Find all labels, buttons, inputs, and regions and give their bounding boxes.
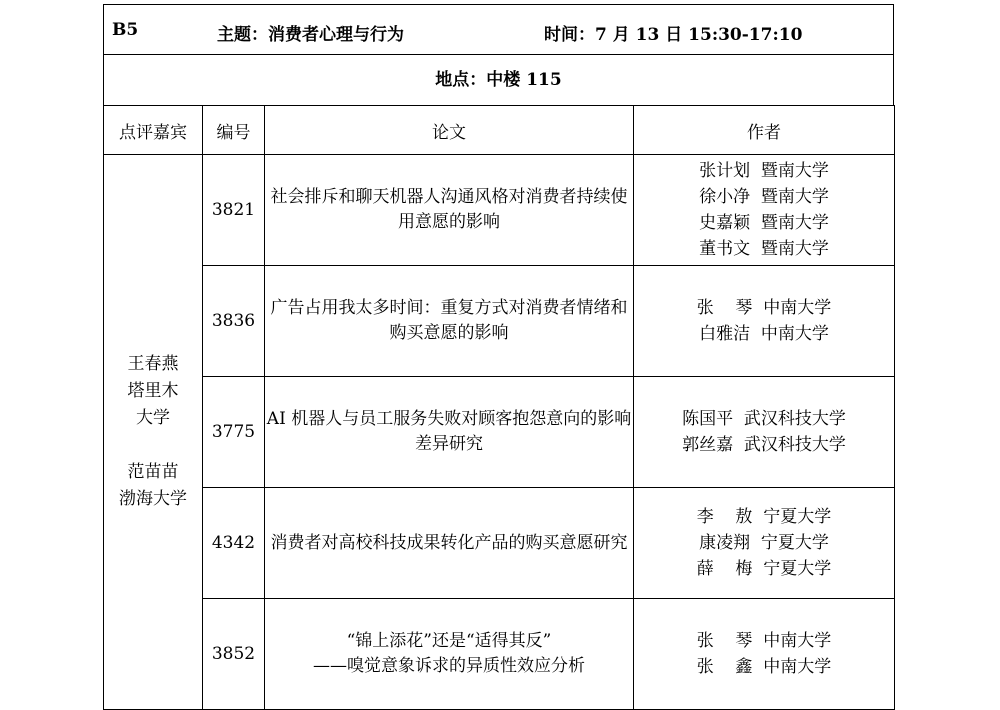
session-topic: 主题：消费者心理与行为 bbox=[217, 25, 404, 45]
paper-title: 广告占用我太多时间：重复方式对消费者情绪和购买意愿的影响 bbox=[265, 266, 634, 377]
reviewer-line: 大学 bbox=[136, 408, 170, 428]
author-entry: 李 敖 宁夏大学 bbox=[696, 507, 832, 527]
paper-id: 3821 bbox=[203, 155, 265, 266]
column-header-reviewer: 点评嘉宾 bbox=[104, 106, 203, 155]
paper-id: 3852 bbox=[203, 599, 265, 710]
session-time: 时间：7 月 13 日 15:30-17:10 bbox=[544, 25, 803, 45]
reviewer-line: 范苗苗 bbox=[127, 462, 179, 482]
author-entry: 董书文 暨南大学 bbox=[699, 239, 829, 259]
paper-id: 3836 bbox=[203, 266, 265, 377]
paper-authors bbox=[634, 599, 895, 710]
paper-authors bbox=[634, 377, 895, 488]
paper-title-line: “锦上添花”还是“适得其反” bbox=[346, 631, 552, 651]
table-row bbox=[104, 377, 895, 488]
table-row bbox=[104, 266, 895, 377]
reviewer-line: 塔里木 bbox=[127, 381, 179, 401]
session-header bbox=[103, 4, 894, 55]
author-entry: 张 鑫 中南大学 bbox=[696, 657, 832, 677]
author-entry: 陈国平 武汉科技大学 bbox=[682, 409, 846, 429]
author-entry: 张 琴 中南大学 bbox=[696, 631, 832, 651]
author-entry: 徐小净 暨南大学 bbox=[699, 187, 829, 207]
author-entry: 张计划 暨南大学 bbox=[699, 161, 829, 181]
paper-id: 4342 bbox=[203, 488, 265, 599]
author-entry: 郭丝嘉 武汉科技大学 bbox=[682, 435, 846, 455]
author-entry: 张 琴 中南大学 bbox=[696, 298, 832, 318]
session-code: B5 bbox=[112, 20, 139, 40]
table-row bbox=[104, 488, 895, 599]
reviewer-cell bbox=[104, 155, 203, 710]
paper-title: AI 机器人与员工服务失败对顾客抱怨意向的影响差异研究 bbox=[265, 377, 634, 488]
reviewer-line bbox=[104, 432, 202, 459]
column-header-id: 编号 bbox=[203, 106, 265, 155]
session-location: 地点：中楼 115 bbox=[103, 55, 894, 106]
author-entry: 史嘉颖 暨南大学 bbox=[699, 213, 829, 233]
paper-title: 社会排斥和聊天机器人沟通风格对消费者持续使用意愿的影响 bbox=[265, 155, 634, 266]
column-header-paper: 论文 bbox=[265, 106, 634, 155]
column-header-authors: 作者 bbox=[634, 106, 895, 155]
paper-authors bbox=[634, 488, 895, 599]
table-header-row bbox=[104, 106, 895, 155]
paper-authors bbox=[634, 155, 895, 266]
reviewer-line: 渤海大学 bbox=[119, 489, 187, 509]
reviewer-line: 王春燕 bbox=[127, 354, 179, 374]
paper-authors bbox=[634, 266, 895, 377]
paper-title: 消费者对高校科技成果转化产品的购买意愿研究 bbox=[265, 488, 634, 599]
author-entry: 薛 梅 宁夏大学 bbox=[696, 559, 832, 579]
table-row bbox=[104, 599, 895, 710]
author-entry: 康凌翔 宁夏大学 bbox=[699, 533, 829, 553]
schedule-table bbox=[103, 105, 895, 710]
paper-title-line: ——嗅觉意象诉求的异质性效应分析 bbox=[313, 656, 585, 676]
paper-title bbox=[265, 599, 634, 710]
paper-id: 3775 bbox=[203, 377, 265, 488]
table-row bbox=[104, 155, 895, 266]
author-entry: 白雅洁 中南大学 bbox=[699, 324, 829, 344]
